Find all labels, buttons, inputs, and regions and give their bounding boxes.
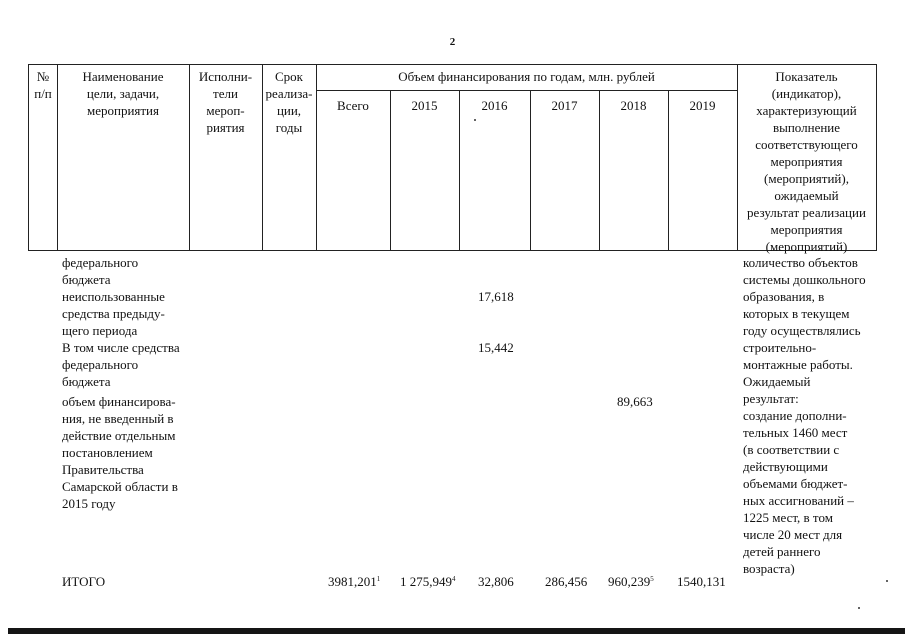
total-2016: 32,806 xyxy=(478,574,514,589)
header-term: Срок реализа- ции, годы xyxy=(265,69,313,135)
total-2015: 1 275,949$^4$ xyxy=(400,574,456,589)
total-2017: 286,456 xyxy=(545,574,588,589)
header-year-2016: 2016 xyxy=(481,98,508,113)
total-all: 3981,201$^1$ xyxy=(328,574,381,589)
total-2018: 960,239$^5$ xyxy=(608,574,654,589)
item-unenacted-funding: объем финансирова- ния, не введенный в действие отдельным постановлением Правительства Самарской области в 2015 году xyxy=(62,394,178,511)
header-total: Всего xyxy=(337,98,369,113)
header-year-2018: 2018 xyxy=(620,98,647,113)
header-executors: Исполни- тели мероп- риятия xyxy=(198,69,253,135)
header-num: № п/п xyxy=(34,69,52,101)
header-year-2015: 2015 xyxy=(411,98,438,113)
item-unenacted-funding-2018: 89,663 xyxy=(617,394,653,409)
header-year-2019: 2019 xyxy=(689,98,716,113)
item-federal-share: В том числе средства федерального бюджета xyxy=(62,340,180,389)
total-label: ИТОГО xyxy=(62,574,106,589)
item-unused-funds-2016: 17,618 xyxy=(478,289,514,304)
header-funding: Объем финансирования по годам, млн. рублей xyxy=(398,69,655,84)
scan-bottom-edge xyxy=(8,628,905,634)
header-name: Наименование цели, задачи, мероприятия xyxy=(82,69,164,118)
scan-speck xyxy=(858,607,860,609)
scan-speck xyxy=(474,119,476,121)
item-unused-funds: неиспользованные средства предыду- щего периода xyxy=(62,289,165,338)
header-indicator: Показатель (индикатор), характеризующий выполнение соответствующего мероприятия (мероприятий), ожидаемый результат реализации мероприятия (мероприятий) xyxy=(747,69,866,254)
header-year-2017: 2017 xyxy=(551,98,578,113)
total-2019: 1540,131 xyxy=(677,574,726,589)
scan-speck xyxy=(886,580,888,582)
item-federal-share-2016: 15,442 xyxy=(478,340,514,355)
item-federal-budget: федерального бюджета xyxy=(62,255,139,287)
page-number: 2 xyxy=(449,36,456,48)
indicator-text: количество объектов системы дошкольного образования, в которых в текущем году осуществлялись строительно- монтажные работы. Ожидаемый результат: создание дополни- тельных 1460 мест (в соответствии с действующими объемами бюджет- ных ассигнований – 1225 мест, в том числе 20 мест для детей раннего возраста) xyxy=(743,255,866,576)
